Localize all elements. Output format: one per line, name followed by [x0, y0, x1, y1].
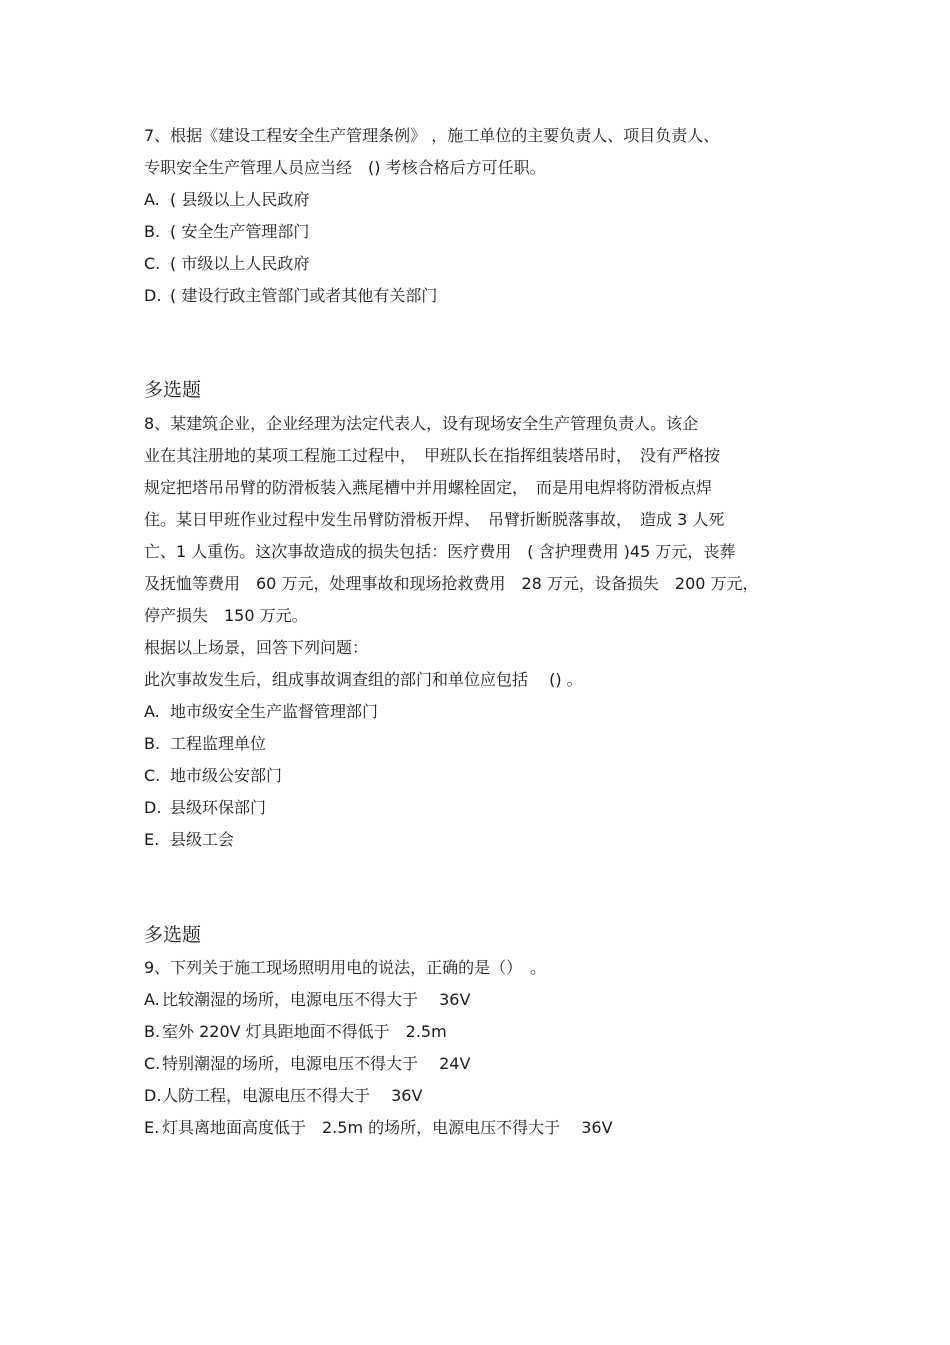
option-letter: E.: [144, 1118, 160, 1137]
q8-option-c: [144, 765, 824, 787]
q8-option-e: [144, 829, 824, 851]
option-text: 县级工会: [170, 830, 235, 849]
q8-option-b: [144, 733, 824, 755]
option-letter: C.: [144, 766, 161, 785]
q8-stem-line: 8、某建筑企业，企业经理为法定代表人，设有现场安全生产管理负责人。该企: [144, 414, 699, 433]
option-text: ( 市级以上人民政府: [170, 254, 310, 273]
option-text: 人防工程，电源电压不得大于 36V: [162, 1086, 423, 1105]
option-text: ( 安全生产管理部门: [170, 222, 310, 241]
q7-option-d: [144, 285, 824, 307]
q8-option-a: [144, 701, 824, 723]
option-letter: A.: [144, 190, 160, 209]
q7-stem-line2: 专职安全生产管理人员应当经 () 考核合格后方可任职。: [144, 158, 546, 177]
option-text: 地市级安全生产监督管理部门: [170, 702, 379, 721]
option-text: 县级环保部门: [170, 798, 267, 817]
q8-stem-line: 停产损失 150 万元。: [144, 606, 308, 625]
q8-stem-line: 亡、1 人重伤。这次事故造成的损失包括：医疗费用 ( 含护理费用 )45 万元，丧葬: [144, 542, 736, 561]
option-letter: A.: [144, 702, 160, 721]
option-letter: B.: [144, 734, 161, 753]
q8-stem-line: 住。某日甲班作业过程中发生吊臂防滑板开焊、 吊臂折断脱落事故， 造成 3 人死: [144, 510, 725, 529]
option-letter: A.: [144, 990, 160, 1009]
q9-option-c: [144, 1053, 824, 1075]
option-letter: B.: [144, 1022, 161, 1041]
q8-stem-line: 规定把塔吊吊臂的防滑板装入燕尾槽中并用螺栓固定， 而是用电焊将防滑板点焊: [144, 478, 713, 497]
option-text: 比较潮湿的场所，电源电压不得大于 36V: [162, 990, 471, 1009]
q9-option-d: [144, 1085, 824, 1107]
option-letter: D.: [144, 1086, 162, 1105]
q9-option-b: [144, 1021, 824, 1043]
option-text: 灯具离地面高度低于 2.5m 的场所，电源电压不得大于 36V: [162, 1118, 613, 1137]
q8-stem-line: 根据以上场景，回答下列问题：: [144, 638, 369, 657]
option-text: ( 县级以上人民政府: [170, 190, 310, 209]
q9-option-e: [144, 1117, 824, 1139]
q8-option-d: [144, 797, 824, 819]
q7-option-a: [144, 189, 824, 211]
q7-stem-line1: 7、根据《建设工程安全生产管理条例》 ，施工单位的主要负责人、项目负责人、: [144, 126, 720, 145]
q7-option-c: [144, 253, 824, 275]
q9-option-a: [144, 989, 824, 1011]
q8-stem-line: 此次事故发生后，组成事故调查组的部门和单位应包括 () 。: [144, 670, 583, 689]
option-text: 特别潮湿的场所，电源电压不得大于 24V: [162, 1054, 471, 1073]
q8-stem-line: 及抚恤等费用 60 万元，处理事故和现场抢救费用 28 万元，设备损失 200 万元，: [144, 574, 759, 593]
option-letter: D.: [144, 286, 162, 305]
option-letter: D.: [144, 798, 162, 817]
option-text: 地市级公安部门: [170, 766, 283, 785]
option-text: 工程监理单位: [170, 734, 267, 753]
q9-section-heading: 多选题: [144, 924, 202, 946]
q8-section-heading: 多选题: [144, 379, 202, 401]
option-text: 室外 220V 灯具距地面不得低于 2.5m: [162, 1022, 447, 1041]
option-text: ( 建设行政主管部门或者其他有关部门: [170, 286, 438, 305]
q8-stem-line: 业在其注册地的某项工程施工过程中， 甲班队长在指挥组装塔吊时， 没有严格按: [144, 446, 721, 465]
q7-option-b: [144, 221, 824, 243]
q9-stem: 9、下列关于施工现场照明用电的说法，正确的是（） 。: [144, 958, 547, 977]
option-letter: C.: [144, 1054, 161, 1073]
option-letter: E.: [144, 830, 160, 849]
option-letter: B.: [144, 222, 161, 241]
option-letter: C.: [144, 254, 161, 273]
